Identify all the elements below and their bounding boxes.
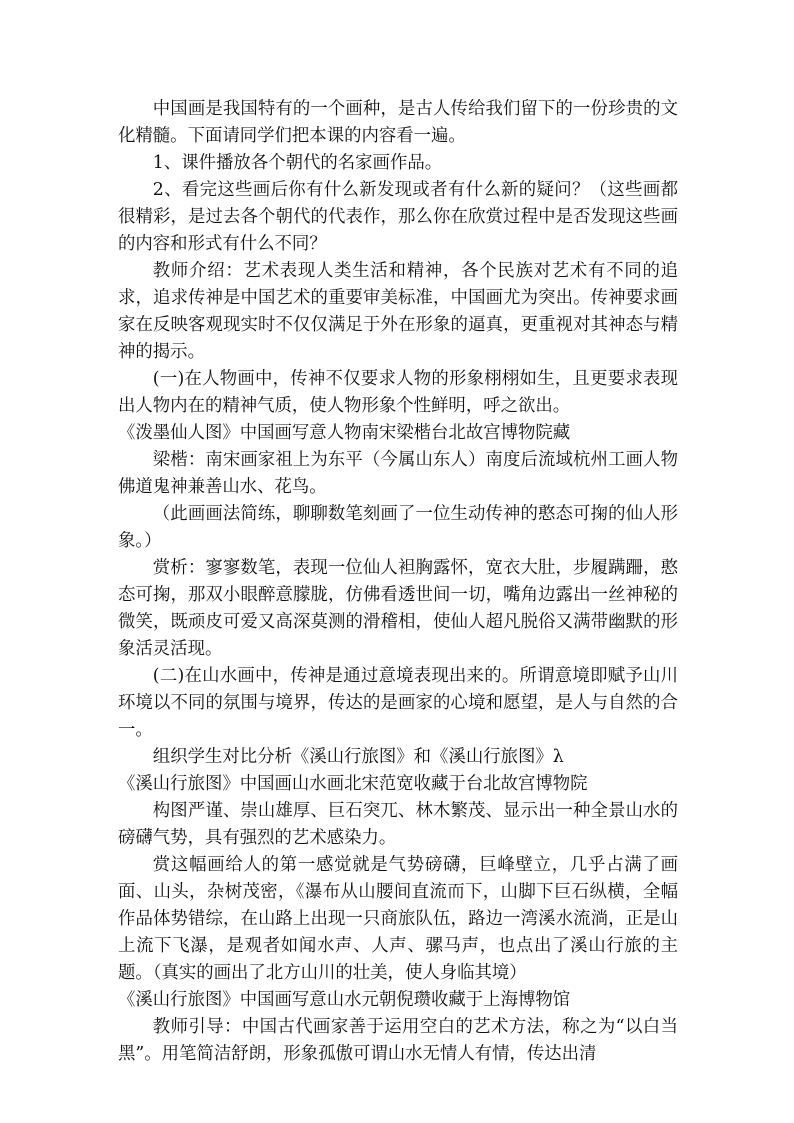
paragraph-landscape-painting: (二)在山水画中，传神是通过意境表现出来的。所谓意境即赋予山川环境以不同的氛围与境界，传达的是画家的心境和愿望，是人与自然的合一。: [118, 666, 678, 740]
paragraph-comparison-task: 组织学生对比分析《溪山行旅图》和《溪山行旅图》λ: [152, 747, 564, 767]
paragraph-liang-kai: 梁楷：南宋画家祖上为东平（今属山东人）南度后流域杭州工画人物佛道鬼神兼善山水、花鸟。: [118, 450, 678, 497]
paragraph-technique-note: （此画画法简练，聊聊数笔刻画了一位生动传神的憨态可掬的仙人形象。）: [118, 504, 678, 551]
paragraph-step-1: 1、课件播放各个朝代的名家画作品。: [152, 153, 443, 173]
paragraph-intro: 中国画是我国特有的一个画种，是古人传给我们留下的一份珍贵的文化精髓。下面请同学们把本课的内容看一遍。: [118, 99, 678, 146]
paragraph-teacher-intro: 教师介绍：艺术表现人类生活和精神，各个民族对艺术有不同的追求，追求传神是中国艺术的重要审美标准，中国画尤为突出。传神要求画家在反映客观现实时不仅仅满足于外在形象的逼真，更重视对其神态与精神的揭示。: [118, 261, 678, 362]
paragraph-figure-painting: (一)在人物画中，传神不仅要求人物的形象栩栩如生，且更要求表现出人物内在的精神气质，使人物形象个性鲜明，呼之欲出。: [118, 369, 678, 416]
caption-xishan-nizan: 《溪山行旅图》中国画写意山水元朝倪瓒收藏于上海博物馆: [118, 990, 571, 1010]
paragraph-composition: 构图严谨、崇山雄厚、巨石突兀、林木繁茂、显示出一种全景山水的磅礴气势，具有强烈的艺术感染力。: [118, 801, 678, 848]
document-page: [118, 96, 678, 1068]
paragraph-teacher-guide: 教师引导：中国古代画家善于运用空白的艺术方法，称之为“以白当黑”。用笔简洁舒朗，形象孤傲可谓山水无情人有情，传达出清: [118, 1017, 678, 1064]
paragraph-appreciation: 赏析：寥寥数笔，表现一位仙人袒胸露怀，宽衣大肚，步履蹒跚，憨态可掬，那双小眼醉意朦胧，仿佛看透世间一切，嘴角边露出一丝神秘的微笑，既顽皮可爱又高深莫测的滑稽相，使仙人超凡脱俗又满带幽默的形象活灵活现。: [118, 558, 678, 659]
caption-xishan-fankuan: 《溪山行旅图》中国画山水画北宋范宽收藏于台北故宫博物院: [118, 774, 588, 794]
caption-pomo-xianren: 《泼墨仙人图》中国画写意人物南宋梁楷台北故宫博物院藏: [118, 423, 571, 443]
paragraph-first-impression: 赏这幅画给人的第一感觉就是气势磅礴，巨峰壁立，几乎占满了画面、山头，杂树茂密，《瀑布从山腰间直流而下，山脚下巨石纵横，全幅作品体势错综，在山路上出现一只商旅队伍，路边一湾溪水流淌，正是山上流下飞瀑，是观者如闻水声、人声、骡马声，也点出了溪山行旅的主题。（真实的画出了北方山川的壮美，使人身临其境）: [118, 855, 678, 983]
paragraph-step-2: 2、看完这些画后你有什么新发现或者有什么新的疑问？（这些画都很精彩，是过去各个朝代的代表作，那么你在欣赏过程中是否发现这些画的内容和形式有什么不同？: [118, 180, 678, 254]
